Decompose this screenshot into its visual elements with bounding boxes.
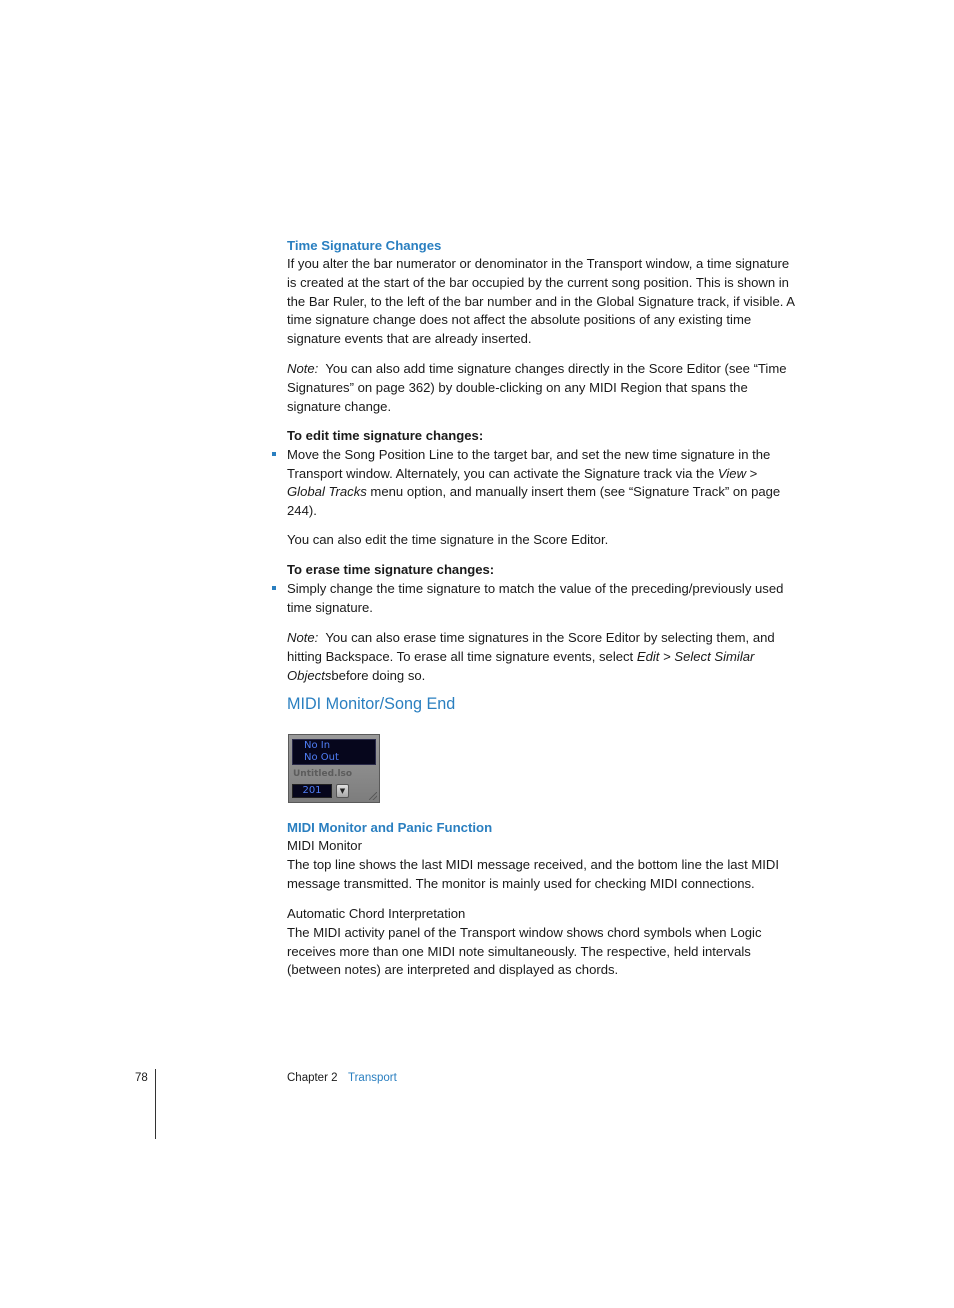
menu-select-similar: Select Similar Objects: [287, 648, 755, 683]
bullet-text: Simply change the time signature to match the value of the preceding/previously used time signature.: [287, 580, 784, 615]
chord-text: The MIDI activity panel of the Transport window shows chord symbols when Logic receives more than one MIDI note simultaneously. The respective, held intervals (between notes) are interpreted and displayed as chords.: [287, 924, 762, 978]
page-number: 78: [135, 1072, 148, 1084]
note-text: You can also erase time signatures in the Score Editor by selecting them, and hitting Backspace. To erase all time signature events, select: [287, 630, 775, 664]
midi-out-line: No Out: [304, 752, 339, 763]
edit-heading: To edit time signature changes:: [287, 428, 484, 443]
section-time-signature: [287, 237, 797, 349]
footer-chapter: Chapter 2: [287, 1072, 338, 1084]
section-midi-monitor: [287, 694, 797, 714]
heading-time-signature-changes: Time Signature Changes: [287, 238, 442, 253]
erase-instructions: [287, 561, 797, 617]
erase-heading: To erase time signature changes:: [287, 562, 495, 577]
midi-monitor-widget: [288, 734, 380, 803]
midi-monitor-title: MIDI Monitor: [287, 838, 362, 853]
song-filename: Untitled.lso: [293, 769, 353, 779]
section-chord-interpretation: [287, 905, 797, 980]
bullet-text: menu option, and manually insert them (see “Signature Track” on page 244).: [287, 484, 781, 519]
midi-in-line: No In: [304, 740, 331, 751]
song-end-field[interactable]: 201: [292, 784, 332, 798]
note-text: before doing so.: [331, 667, 426, 683]
note-label: Note:: [287, 361, 319, 376]
also-edit-text: You can also edit the time signature in the Score Editor.: [287, 532, 609, 547]
menu-global-tracks: Global Tracks: [287, 484, 367, 500]
note-label: Note:: [287, 630, 319, 645]
heading-midi-monitor-song-end: MIDI Monitor/Song End: [287, 695, 456, 713]
note-text: You can also add time signature changes directly in the Score Editor (see “Time Signatures” on page 362) by double-clicking on any MIDI Region that spans the signature change.: [287, 361, 787, 414]
para-time-signature-intro: If you alter the bar numerator or denominator in the Transport window, a time signature is created at the start of the bar occupied by the current song position. This is shown in the Bar Ruler, to the left of the bar number and in the Global Signature track, if visible. A time signature change does not affect the absolute positions of any existing time signature events that are already inserted.: [287, 256, 795, 347]
menu-edit: Edit: [636, 648, 660, 664]
bullet-text: Move the Song Position Line to the target bar, and set the new time signature in the Transport window. Alternately, you can activate the Signature track via the: [287, 446, 771, 481]
also-edit-para: [287, 531, 797, 550]
edit-instructions: [287, 427, 797, 521]
heading-midi-monitor-panic: MIDI Monitor and Panic Function: [287, 820, 493, 835]
section-midi-panic: [287, 819, 797, 893]
resize-grip-icon[interactable]: [369, 792, 377, 800]
footer-chapter-title: Transport: [348, 1072, 397, 1084]
bullet-icon: [272, 452, 276, 456]
menu-separator: >: [746, 465, 758, 481]
dropdown-arrow-icon[interactable]: ▼: [336, 784, 349, 798]
footer-rule: [155, 1069, 156, 1139]
menu-separator: >: [659, 648, 675, 664]
chord-title: Automatic Chord Interpretation: [287, 906, 466, 921]
midi-monitor-display: [292, 739, 376, 765]
midi-monitor-text: The top line shows the last MIDI message received, and the bottom line the last MIDI message transmitted. The monitor is mainly used for checking MIDI connections.: [287, 856, 779, 891]
note-score-editor-add: [287, 360, 797, 416]
note-score-editor-erase: [287, 629, 797, 685]
list-item: [287, 580, 797, 618]
list-item: [287, 446, 797, 521]
menu-view: View: [717, 465, 747, 481]
bullet-icon: [272, 586, 276, 590]
